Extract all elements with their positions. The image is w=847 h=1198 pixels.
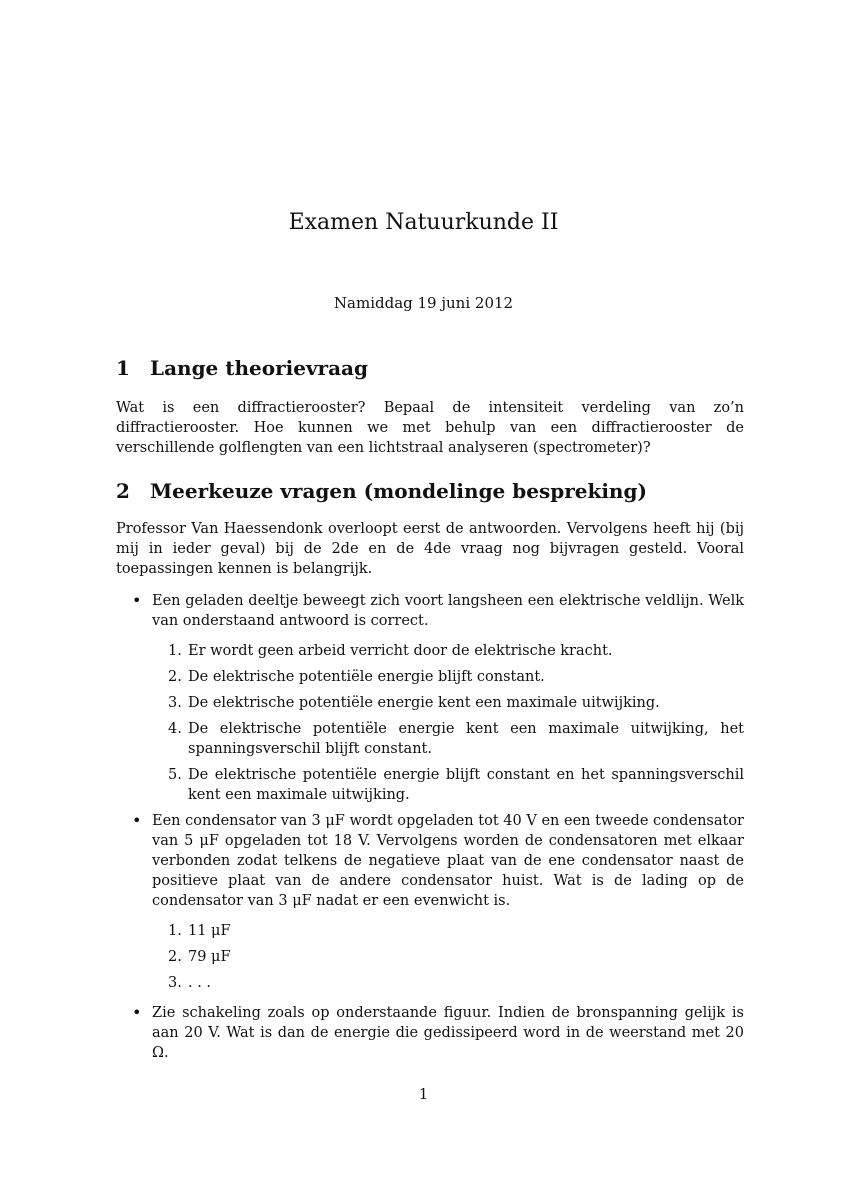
list-item xyxy=(168,719,744,759)
option-text: De elektrische potentiële energie blijft constant. xyxy=(188,669,545,685)
bullet-icon: • xyxy=(132,1003,142,1022)
question-3-text: Zie schakeling zoals op onderstaande figuur. Indien de bronspanning gelijk is aan 20 V. Wat is dan de energie die gedissipeerd word in de weerstand met 20 Ω. xyxy=(152,1005,744,1061)
section-1-heading xyxy=(116,356,368,380)
list-item xyxy=(168,765,744,805)
page-number: 1 xyxy=(418,1085,429,1103)
option-number: 4. xyxy=(168,721,182,737)
list-item xyxy=(168,641,744,661)
question-1-options xyxy=(168,641,744,811)
bullet-icon: • xyxy=(132,811,142,830)
option-text: 79 μF xyxy=(188,949,231,965)
bullet-icon: • xyxy=(132,591,142,610)
option-number: 5. xyxy=(168,767,182,783)
option-number: 2. xyxy=(168,669,182,685)
section-2-intro: Professor Van Haessendonk overloopt eerst de antwoorden. Vervolgens heeft hij (bij mij in ieder geval) bij de 2de en de 4de vraag nog bijvragen gesteld. Vooral toepassingen kennen is belangrijk. xyxy=(116,521,744,577)
question-1 xyxy=(132,591,744,631)
option-text: De elektrische potentiële energie blijft constant en het spanningsverschil kent een maximale uitwijking. xyxy=(188,767,744,803)
list-item xyxy=(168,693,744,713)
option-number: 1. xyxy=(168,643,182,659)
list-item xyxy=(168,921,744,941)
option-text: . . . xyxy=(188,975,212,991)
option-text: De elektrische potentiële energie kent een maximale uitwijking. xyxy=(188,695,660,711)
document-date: Namiddag 19 juni 2012 xyxy=(333,294,514,312)
list-item xyxy=(168,947,744,967)
option-number: 3. xyxy=(168,975,182,991)
section-1-number: 1 xyxy=(116,356,130,380)
question-2-text: Een condensator van 3 μF wordt opgeladen tot 40 V en een tweede condensator van 5 μF opgeladen tot 18 V. Vervolgens worden de condensatoren met elkaar verbonden zodat telkens de negatieve plaat van de ene condensator naast de positieve plaat van de andere condensator huist. Wat is de lading op de condensator van 3 μF nadat er een evenwicht is. xyxy=(152,813,744,909)
section-2-title: Meerkeuze vragen (mondelinge bespreking) xyxy=(150,479,647,503)
section-1-text: Wat is een diffractierooster? Bepaal de intensiteit verdeling van zo’n diffractierooster. Hoe kunnen we met behulp van een diffractierooster de verschillende golflengten van een lichtstraal analyseren (spectrometer)? xyxy=(116,400,744,456)
section-1-title: Lange theorievraag xyxy=(150,356,368,380)
option-number: 3. xyxy=(168,695,182,711)
option-text: De elektrische potentiële energie kent een maximale uitwijking, het spanningsverschil blijft constant. xyxy=(188,721,744,757)
section-2-number: 2 xyxy=(116,479,130,503)
option-text: Er wordt geen arbeid verricht door de elektrische kracht. xyxy=(188,643,613,659)
question-1-text: Een geladen deeltje beweegt zich voort langsheen een elektrische veldlijn. Welk van onderstaand antwoord is correct. xyxy=(152,593,744,629)
list-item xyxy=(168,667,744,687)
option-number: 1. xyxy=(168,923,182,939)
document-title: Examen Natuurkunde II xyxy=(288,210,559,235)
option-number: 2. xyxy=(168,949,182,965)
question-3 xyxy=(132,1003,744,1063)
question-2 xyxy=(132,811,744,911)
question-2-options xyxy=(168,921,744,999)
section-2-heading xyxy=(116,479,647,503)
option-text: 11 μF xyxy=(188,923,231,939)
list-item xyxy=(168,973,744,993)
